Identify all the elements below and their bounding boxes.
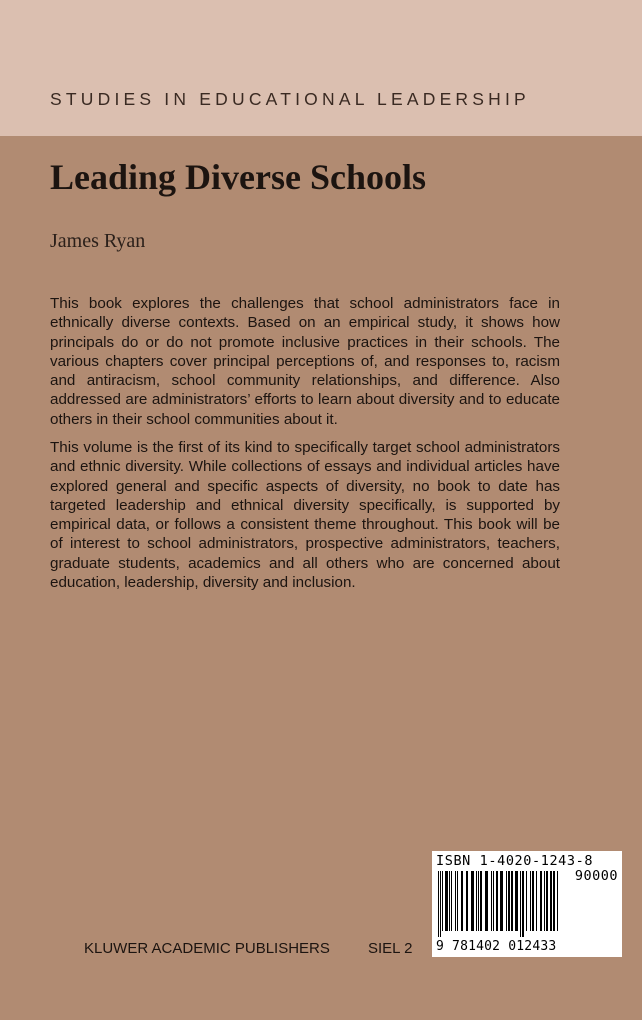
barcode-bar	[493, 871, 494, 931]
series-title: STUDIES IN EDUCATIONAL LEADERSHIP	[50, 89, 530, 109]
barcode-bar	[530, 871, 531, 931]
barcode-bar	[455, 871, 456, 931]
barcode-bar	[557, 871, 558, 931]
barcode-bar	[442, 871, 443, 931]
blurb-paragraph-1: This book explores the challenges that school administrators face in ethnically diverse contexts. Based on an empirical study, it shows how principals do or do not promote inclusive practices in their schools. The various chapters cover principal perceptions of, and responses to, racism and antiracism, school community relationships, and difference. Also addressed are administrators’ efforts to learn about diversity and to educate others in their school communities about it.	[50, 295, 560, 428]
barcode-bar	[451, 871, 452, 931]
barcode-bar	[445, 871, 448, 931]
author-name: James Ryan	[50, 230, 146, 252]
barcode-bar	[550, 871, 552, 931]
barcode-bar	[532, 871, 534, 931]
barcode-bar	[476, 871, 477, 931]
price-code: 90000	[574, 868, 618, 884]
barcode-bar	[480, 871, 482, 931]
barcode-bar	[515, 871, 518, 931]
series-code: SIEL 2	[368, 940, 413, 957]
barcode-bar	[496, 871, 498, 931]
publisher-name: KLUWER ACADEMIC PUBLISHERS	[84, 940, 330, 957]
barcode-bar	[546, 871, 548, 931]
isbn-barcode	[432, 851, 622, 957]
barcode-bar	[500, 871, 503, 931]
barcode-bar	[449, 871, 450, 931]
barcode-bar	[485, 871, 488, 931]
isbn-label: ISBN 1-4020-1243-8	[436, 853, 594, 869]
barcode-bar	[457, 871, 458, 931]
barcode-bar	[471, 871, 474, 931]
barcode-bar	[491, 871, 492, 931]
barcode-bar	[478, 871, 479, 931]
barcode-bars	[436, 871, 566, 937]
barcode-bar	[553, 871, 555, 931]
barcode-bar	[438, 871, 439, 937]
barcode-bar	[461, 871, 463, 931]
barcode-bar	[440, 871, 441, 937]
barcode-bar	[520, 871, 521, 937]
book-title: Leading Diverse Schools	[50, 157, 427, 197]
barcode-bar	[544, 871, 545, 931]
ean-digits: 9 781402 012433	[436, 939, 557, 954]
barcode-bar	[522, 871, 524, 937]
barcode-bar	[466, 871, 468, 931]
series-banner	[0, 0, 642, 136]
barcode-bar	[508, 871, 510, 931]
blurb-paragraph-2: This volume is the first of its kind to specifically target school administrators and ethnic diversity. While collections of essays and individual articles have explored general and specific aspects of diversity, no book to date has targeted leadership and ethnical diversity specifically, is supported by empirical data, or follows a consistent theme throughout. This book will be of interest to school administrators, prospective administrators, teachers, graduate students, academics and all others who are concerned about education, leadership, diversity and inclusion.	[50, 439, 560, 592]
barcode-bar	[511, 871, 513, 931]
barcode-bar	[536, 871, 537, 931]
barcode-bar	[540, 871, 542, 931]
barcode-bar	[506, 871, 507, 931]
barcode-bar	[526, 871, 527, 931]
